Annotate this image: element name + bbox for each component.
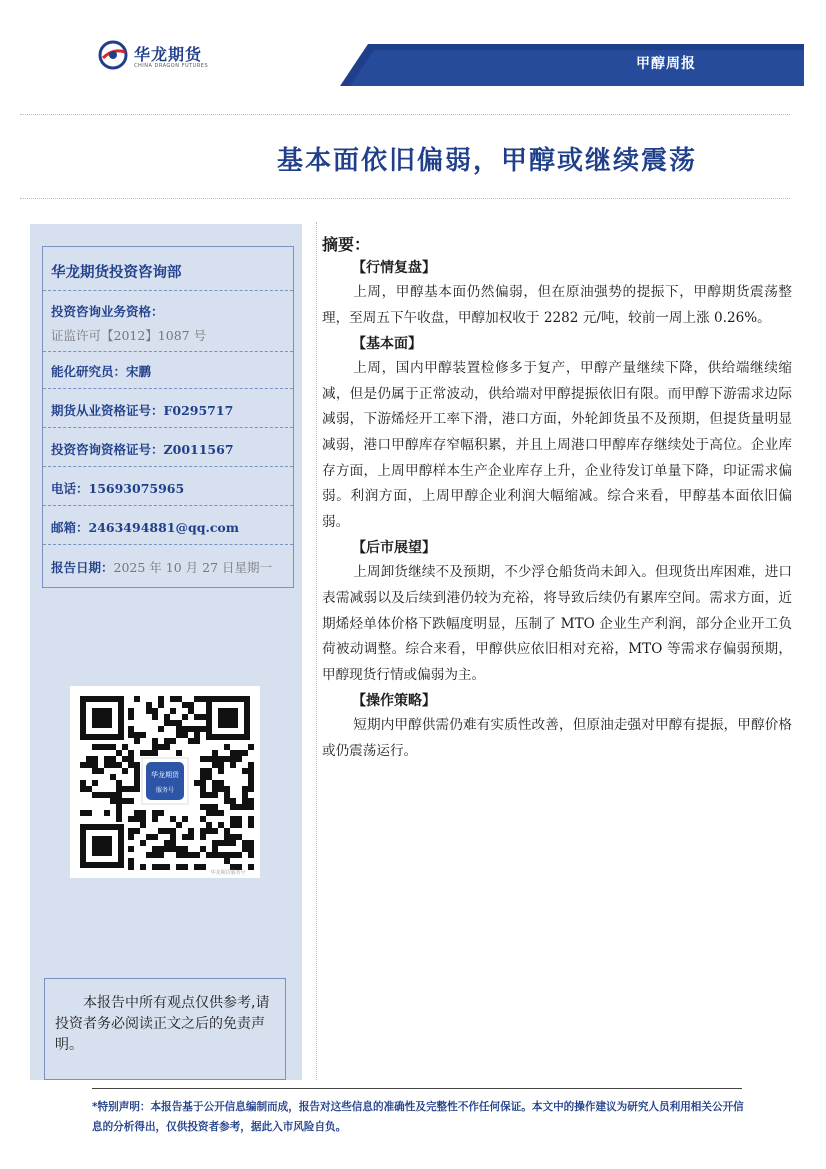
footer-rule	[92, 1088, 742, 1089]
qr-code-icon[interactable]	[70, 686, 260, 878]
divider	[43, 544, 293, 545]
page-title: 基本面依旧偏弱，甲醇或继续震荡	[277, 146, 698, 176]
logo-name: 华龙期货	[134, 45, 203, 64]
divider	[43, 388, 293, 389]
section-title-outlook: 【后市展望】	[352, 540, 436, 557]
section-text-market-review: 上周，甲醇基本面仍然偏弱，但在原油强势的提振下，甲醇期货震荡整理，至周五下午收盘，甲醇加权收于 2282 元/吨，较前一周上涨 0.26%。	[322, 284, 792, 326]
futures-cert: 期货从业资格证号：F0295717	[51, 403, 234, 418]
column-divider	[316, 222, 317, 1080]
disclaimer-text: 本报告中所有观点仅供参考,请投资者务必阅读正文之后的免责声明。	[55, 995, 270, 1053]
sidebar	[30, 224, 302, 1080]
dept-name: 华龙期货投资咨询部	[51, 264, 182, 281]
email[interactable]: 邮箱：2463494881@qq.com	[51, 520, 239, 535]
section-title-strategy: 【操作策略】	[352, 693, 436, 710]
qual-label: 投资咨询业务资格：	[51, 304, 164, 319]
report-date: 报告日期：2025 年 10 月 27 日星期一	[51, 560, 273, 575]
qr-center-bottom: 服务号	[155, 787, 175, 794]
title-top-rule	[20, 114, 790, 115]
report-type: 甲醇周报	[636, 56, 696, 72]
divider	[43, 466, 293, 467]
footer-statement: *特别声明：本报告基于公开信息编制而成，报告对这些信息的准确性及完整性不作任何保证。本文中的操作建议为研究人员利用相关公开信息的分析得出，仅供投资者参考，据此入市风险自负。	[92, 1101, 744, 1133]
page-header	[0, 0, 826, 90]
abstract-title: 摘要：	[322, 235, 371, 254]
disclaimer-box	[44, 978, 286, 1080]
dragon-logo-icon	[98, 40, 128, 70]
section-title-market-review: 【行情复盘】	[352, 260, 436, 276]
advisory-cert: 投资咨询资格证号：Z0011567	[51, 442, 234, 457]
section-text-fundamentals: 上周，国内甲醇装置检修多于复产，甲醇产量继续下降，供给端继续缩减，但是仍属于正常波动，供给端对甲醇提振依旧有限。而甲醇下游需求边际减弱，下游烯烃开工率下滑，港口方面，外轮卸货虽不及预期，但提货量明显减弱，港口甲醇库存窄幅积累，并且上周港口甲醇库存继续处于高位。企业库存方面，上周甲醇样本生产企业库存上升，企业待发订单量下降，印证需求偏弱。利润方面，上周甲醇企业利润大幅缩减。综合来看，甲醇基本面依旧偏弱。	[322, 360, 792, 530]
divider	[43, 505, 293, 506]
section-text-strategy: 短期内甲醇供需仍难有实质性改善，但原油走强对甲醇有提振，甲醇价格或仍震荡运行。	[322, 717, 792, 759]
qual-value: 证监许可【2012】1087 号	[51, 328, 207, 343]
qr-watermark: 华龙期货服务号	[210, 870, 246, 876]
qr-center-top: 华龙期货	[151, 771, 179, 779]
researcher: 能化研究员：宋鹏	[51, 364, 152, 379]
divider	[43, 427, 293, 428]
divider	[43, 351, 293, 352]
title-bottom-rule	[20, 198, 790, 199]
divider	[43, 290, 293, 291]
section-title-fundamentals: 【基本面】	[352, 336, 422, 353]
header-banner	[340, 44, 804, 86]
abstract-content	[322, 232, 792, 767]
section-text-outlook: 上周卸货继续不及预期，不少浮仓船货尚未卸入。但现货出库困难，进口表需减弱以及后续到港仍较为充裕，将导致后续仍有累库空间。需求方面，近期烯烃单体价格下跌幅度明显，压制了 MTO 企业生产利润，部分企业开工负荷被动调整。综合来看，甲醇供应依旧相对充裕，MTO 等需求存偏弱预期，甲醇现货行情或偏弱为主。	[322, 564, 792, 683]
logo-subtitle: CHINA DRAGON FUTURES	[134, 63, 209, 69]
phone: 电话：15693075965	[51, 481, 185, 496]
contact-box	[42, 246, 294, 588]
